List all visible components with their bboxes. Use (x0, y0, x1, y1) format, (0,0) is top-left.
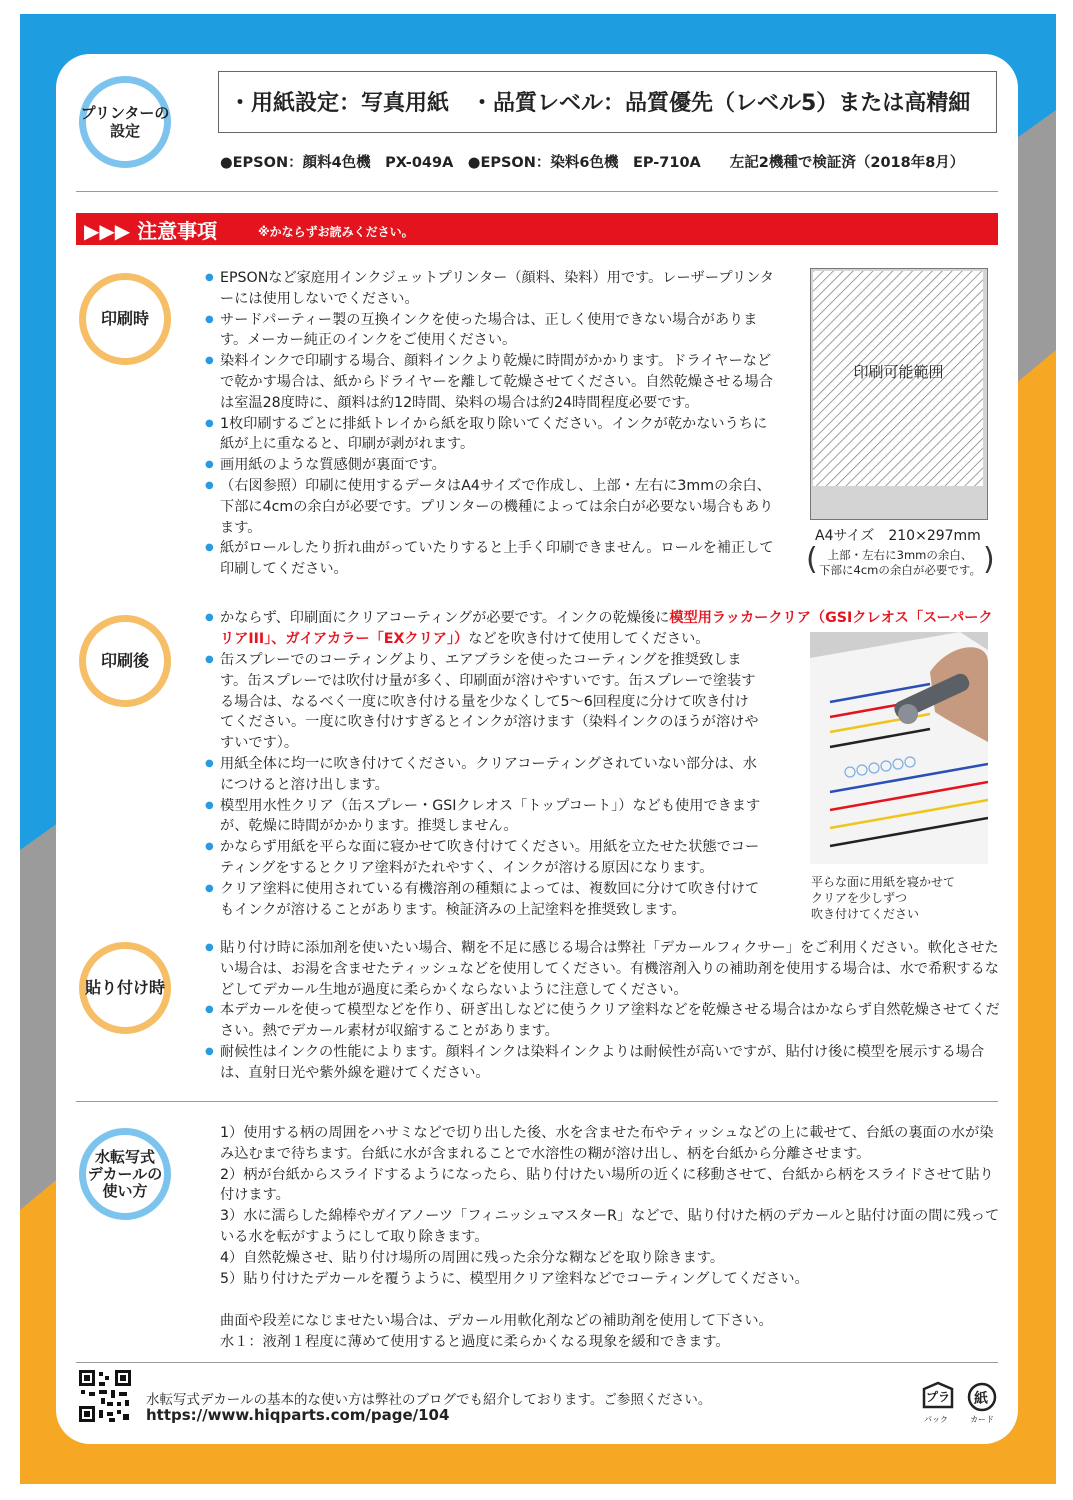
how-to-steps (220, 1123, 1000, 1289)
list-item: 4）自然乾燥させ、貼り付け場所の周囲に残った余分な糊などを取り除きます。 (220, 1249, 725, 1266)
printable-area-label: 印刷可能範囲 (853, 363, 944, 381)
margin-note-text: 上部・左右に3mmの余白、 下部に4cmの余白が必要です。 (819, 548, 981, 577)
badge-how-to-use (79, 1128, 171, 1220)
blog-url-link[interactable]: https://www.hiqparts.com/page/104 (146, 1406, 450, 1424)
after-print-notes (205, 650, 761, 920)
dilution-note: 水１：液剤１程度に薄めて使用すると過度に柔らかくなる現象を緩和できます。 (220, 1334, 730, 1350)
list-item: ● 缶スプレーでのコーティングより、エアブラシを使ったコーティングを推奨致します。缶スプレーでは吹付け量が多く、印刷面が溶けやすいです。缶スプレーで塗装する場合は、なるべく一度に吹き付ける量を少なくして5～6回程度に分けて吹き付けてください。一度に吹き付けすぎるとインクが溶けます（染料インクのほうが溶けやすいです）。 (205, 650, 761, 754)
qr-code-icon (79, 1370, 131, 1422)
badge-label: 水転写式 デカールの 使い方 (87, 1147, 163, 1200)
divider (76, 191, 998, 192)
paren-left: ( (806, 542, 818, 577)
badge-printer-settings (79, 76, 171, 168)
caution-subtitle: ※かならずお読みください。 (258, 225, 414, 239)
text-normal: かならず、印刷面にクリアコーティングが必要です。インクの乾燥後に (220, 610, 670, 626)
list-item: 2）柄が台紙からスライドするようになったら、貼り付けたい場所の近くに移動させて、台紙から柄をスライドさせて貼り付けます。 (220, 1166, 994, 1204)
divider (76, 1362, 998, 1363)
mark-plastic-sub: パック (924, 1415, 948, 1424)
caution-bar (76, 213, 998, 245)
printable-area-diagram (810, 268, 988, 520)
list-item: ● クリア塗料に使用されている有機溶剤の種類によっては、複数回に分けて吹き付けてもインクが溶けることがあります。検証済みの上記塗料を推奨致します。 (205, 879, 761, 921)
badge-after-printing (79, 615, 171, 707)
mark-paper-sub: カード (970, 1415, 994, 1424)
printing-notes (205, 268, 775, 580)
margin-note (806, 542, 995, 581)
photo-caption: 平らな面に用紙を寝かせて クリアを少しずつ 吹き付けてください (811, 875, 956, 921)
mark-paper-label: 紙 (974, 1391, 988, 1407)
footer-text: 水転写式デカールの基本的な使い方は弊社のブログでも紹介しております。ご参照ください。 (146, 1392, 712, 1408)
verified-models: ●EPSON：顔料4色機 PX-049A ●EPSON：染料6色機 EP-710A 左記2機種で検証済（2018年8月） (220, 155, 965, 171)
airbrush-photo (810, 632, 988, 864)
list-item: ● 模型用水性クリア（缶スプレー・GSIクレオス「トップコート」）なども使用できますが、乾燥に時間がかかります。推奨しません。 (205, 796, 761, 838)
applying-notes (205, 938, 1000, 1084)
list-item: ● EPSONなど家庭用インクジェットプリンター（顔料、染料）用です。レーザープリンターには使用しないでください。 (205, 268, 775, 310)
mark-plastic-label: プラ (926, 1390, 951, 1404)
divider (76, 1101, 998, 1102)
a4-size-label: A4サイズ 210×297mm (815, 528, 981, 544)
caution-title: ▶▶▶ 注意事項 (84, 219, 218, 243)
list-item: ● 画用紙のような質感側が裏面です。 (205, 455, 775, 476)
badge-printing (79, 273, 171, 365)
list-item: ● かならず用紙を平らな面に寝かせて吹き付けてください。用紙を立たせた状態でコーティングをするとクリア塗料がたれやすく、インクが溶ける原因になります。 (205, 837, 761, 879)
printer-settings-text: ・用紙設定：写真用紙 ・品質レベル：品質優先（レベル5）または高精細 (229, 91, 971, 116)
list-item: 5）貼り付けたデカールを覆うように、模型用クリア塗料などでコーティングしてください。 (220, 1270, 809, 1287)
list-item: ● 1枚印刷するごとに排紙トレイから紙を取り除いてください。インクが乾かないうちに紙が上に重なると、印刷が剥がれます。 (205, 414, 775, 456)
softener-note: 曲面や段差になじませたい場合は、デカール用軟化剤などの補助剤を使用して下さい。 (220, 1313, 773, 1329)
plastic-recycle-mark-icon (918, 1381, 958, 1425)
list-item: ● サードパーティー製の互換インクを使った場合は、正しく使用できない場合があります。メーカー純正のインクをご使用ください。 (205, 310, 775, 352)
list-item: ● 用紙全体に均一に吹き付けてください。クリアコーティングされていない部分は、水につけると溶け出します。 (205, 754, 761, 796)
badge-applying (79, 942, 171, 1034)
list-item: ● 染料インクで印刷する場合、顔料インクより乾燥に時間がかかります。ドライヤーなどで乾かす場合は、紙からドライヤーを離して乾燥させてください。自然乾燥させる場合は室温28度時に、顔料は約12時間、染料の場合は約24時間程度必要です。 (205, 351, 775, 413)
list-item: 3）水に濡らした綿棒やガイアノーツ「フィニッシュマスターR」などで、貼り付けた柄のデカールと貼付け面の間に残っている水を転がすようにして取り除きます。 (220, 1208, 1000, 1245)
badge-label: 印刷後 (100, 651, 149, 670)
paren-right: ) (983, 542, 995, 577)
list-item: 1）使用する柄の周囲をハサミなどで切り出した後、水を含ませた布やティッシュなどの上に載せて、台紙の裏面の水が染み込むまで待ちます。台紙に水が含まれることで水溶性の糊が溶け出し、柄を台紙から分離させます。 (220, 1125, 994, 1162)
badge-label: 貼り付け時 (84, 978, 165, 997)
list-item: ● 貼り付け時に添加剤を使いたい場合、糊を不足に感じる場合は弊社「デカールフィクサー」をご利用ください。軟化させたい場合は、お湯を含ませたティッシュなどを使用してください。有機溶剤入りの補助剤を使用する場合は、水で希釈するなどしてデカール生地が過度に柔らかくならないように注意してください。 (205, 938, 1000, 1000)
text-normal: などを吹き付けて使用してください。 (468, 630, 710, 647)
text-highlight: 模型用ラッカークリア（GSIクレオス「スーパークリアIII」、ガイアカラー「EXクリア」） (220, 610, 993, 647)
list-item: ● 紙がロールしたり折れ曲がっていたりすると上手く印刷できません。ロールを補正して印刷してください。 (205, 538, 775, 580)
badge-label: プリンターの 設定 (80, 104, 170, 140)
list-item: ● （右図参照）印刷に使用するデータはA4サイズで作成し、上部・左右に3mmの余白、下部に4cmの余白が必要です。プリンターの機種によっては余白が必要ない場合もあります。 (205, 476, 775, 538)
printer-settings-box (218, 71, 997, 133)
list-item: ● 耐候性はインクの性能によります。顔料インクは染料インクよりは耐候性が高いですが、貼付け後に模型を展示する場合は、直射日光や紫外線を避けてください。 (205, 1042, 1000, 1084)
list-item: ● 本デカールを使って模型などを作り、研ぎ出しなどに使うクリア塗料などを乾燥させる場合はかならず自然乾燥させてください。熱でデカール素材が収縮することがあります。 (205, 1000, 1000, 1042)
badge-label: 印刷時 (100, 309, 149, 328)
paper-recycle-mark-icon (964, 1381, 1004, 1425)
